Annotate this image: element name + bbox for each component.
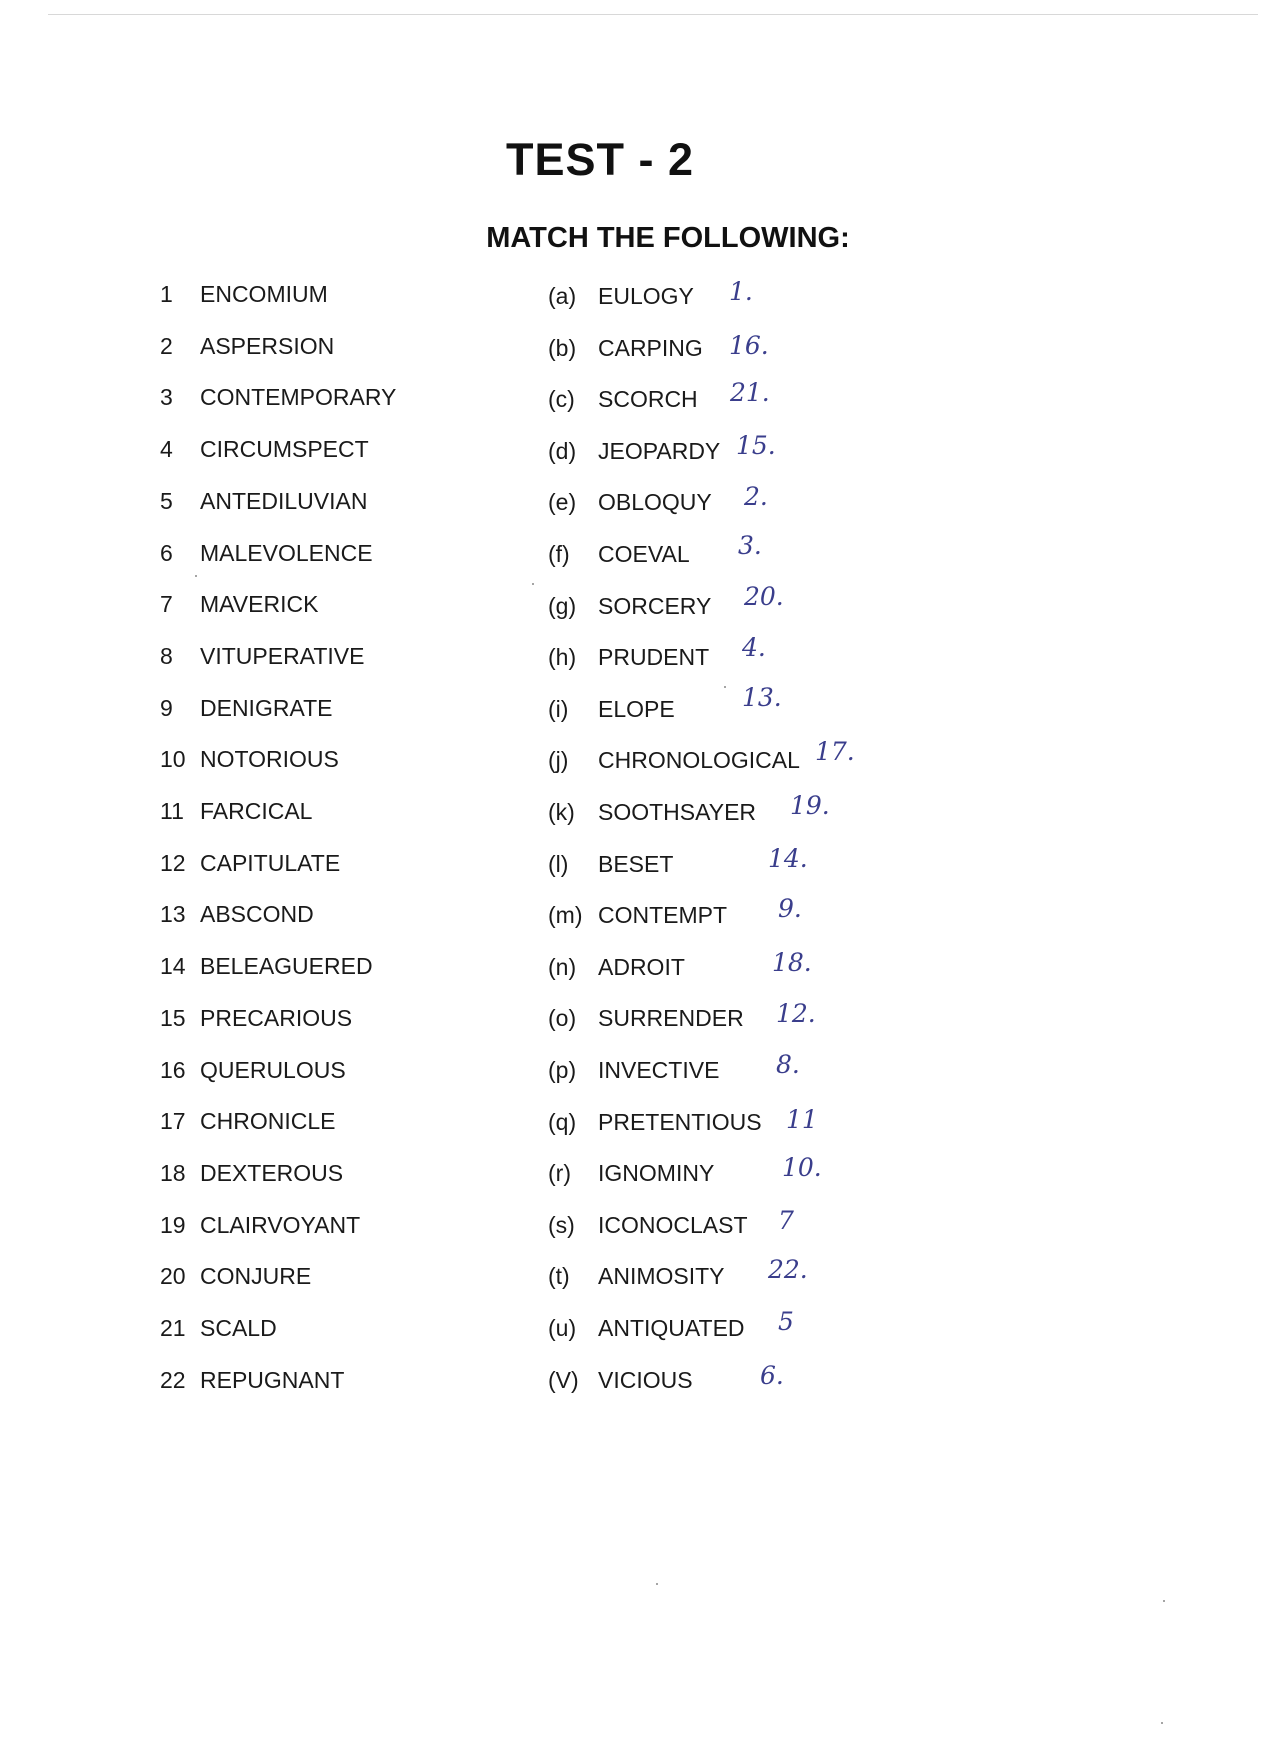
item-letter: (b)	[548, 335, 577, 361]
right-list-item	[548, 1158, 948, 1188]
scan-speck	[656, 1583, 658, 1585]
item-word: MALEVOLENCE	[200, 540, 373, 566]
handwritten-answer: 10.	[782, 1153, 822, 1182]
handwritten-answer: 17.	[815, 737, 855, 766]
left-list-item	[160, 1210, 360, 1240]
item-word: FARCICAL	[200, 798, 313, 824]
item-number: 10	[160, 746, 186, 772]
item-number: 1	[160, 281, 173, 307]
item-word: SOOTHSAYER	[598, 799, 757, 825]
handwritten-answer: 22.	[768, 1255, 808, 1284]
handwritten-answer: 2.	[744, 482, 768, 511]
left-list-item	[160, 641, 364, 671]
item-number: 18	[160, 1160, 186, 1186]
left-list-item	[160, 434, 369, 464]
item-word: EULOGY	[598, 283, 694, 309]
item-word: PRUDENT	[598, 644, 710, 670]
scan-speck	[1163, 1600, 1165, 1602]
right-list-item	[548, 797, 948, 827]
item-letter: (i)	[548, 696, 569, 722]
left-list-item	[160, 1313, 277, 1343]
left-list-item	[160, 331, 334, 361]
left-list-item	[160, 899, 314, 929]
item-letter: (p)	[548, 1057, 577, 1083]
item-word: NOTORIOUS	[200, 746, 339, 772]
page-title: TEST - 2	[505, 134, 695, 185]
left-list-item	[160, 848, 340, 878]
left-list-item	[160, 1106, 335, 1136]
item-number: 19	[160, 1212, 186, 1238]
item-letter: (V)	[548, 1367, 579, 1393]
item-word: PRECARIOUS	[200, 1005, 353, 1031]
handwritten-answer: 4.	[742, 633, 766, 662]
item-letter: (d)	[548, 438, 577, 464]
item-word: ADROIT	[598, 954, 685, 980]
item-number: 11	[160, 798, 184, 824]
left-list-item	[160, 744, 339, 774]
item-word: CHRONOLOGICAL	[598, 747, 800, 773]
item-word: PRETENTIOUS	[598, 1109, 762, 1135]
item-letter: (q)	[548, 1109, 577, 1135]
handwritten-answer: 21.	[730, 378, 770, 407]
item-number: 14	[160, 953, 186, 979]
item-number: 21	[160, 1315, 186, 1341]
item-letter: (j)	[548, 747, 569, 773]
item-number: 3	[160, 384, 173, 410]
right-list-item	[548, 900, 948, 930]
left-list-item	[160, 486, 367, 516]
item-word: MAVERICK	[200, 591, 319, 617]
item-word: ASPERSION	[200, 333, 335, 359]
right-list-item	[548, 849, 948, 879]
handwritten-answer: 8.	[776, 1050, 800, 1079]
item-number: 12	[160, 850, 186, 876]
item-letter: (h)	[548, 644, 577, 670]
left-list-item	[160, 538, 373, 568]
handwritten-answer: 13.	[742, 683, 782, 712]
left-list-item	[160, 279, 328, 309]
handwritten-answer: 9.	[778, 894, 802, 923]
item-letter: (r)	[548, 1160, 571, 1186]
item-letter: (f)	[548, 541, 570, 567]
item-letter: (k)	[548, 799, 575, 825]
item-word: CONJURE	[200, 1263, 312, 1289]
item-word: COEVAL	[598, 541, 690, 567]
item-word: VICIOUS	[598, 1367, 693, 1393]
page-subtitle: MATCH THE FOLLOWING:	[486, 222, 850, 254]
left-list-item	[160, 693, 332, 723]
handwritten-answer: 20.	[744, 582, 784, 611]
item-word: CAPITULATE	[200, 850, 341, 876]
item-word: ABSCOND	[200, 901, 314, 927]
item-number: 13	[160, 901, 186, 927]
item-letter: (l)	[548, 851, 569, 877]
handwritten-answer: 7	[778, 1206, 794, 1235]
item-word: IGNOMINY	[598, 1160, 715, 1186]
item-letter: (e)	[548, 489, 577, 515]
right-list-item	[548, 952, 948, 982]
left-list-item	[160, 589, 318, 619]
item-number: 7	[160, 591, 173, 617]
item-number: 9	[160, 695, 173, 721]
item-word: INVECTIVE	[598, 1057, 720, 1083]
item-word: BELEAGUERED	[200, 953, 373, 979]
left-list-item	[160, 796, 312, 826]
item-number: 15	[160, 1005, 186, 1031]
item-word: CLAIRVOYANT	[200, 1212, 361, 1238]
left-list-item	[160, 1055, 346, 1085]
item-number: 6	[160, 540, 173, 566]
handwritten-answer: 16.	[729, 331, 769, 360]
left-list-item	[160, 1158, 343, 1188]
handwritten-answer: 14.	[768, 844, 808, 873]
item-word: SURRENDER	[598, 1005, 744, 1031]
scan-top-edge	[48, 14, 1258, 15]
item-word: SCORCH	[598, 386, 698, 412]
item-word: VITUPERATIVE	[200, 643, 365, 669]
item-word: CIRCUMSPECT	[200, 436, 369, 462]
item-letter: (o)	[548, 1005, 577, 1031]
item-number: 2	[160, 333, 173, 359]
handwritten-answer: 18.	[772, 948, 812, 977]
item-word: ICONOCLAST	[598, 1212, 748, 1238]
handwritten-answer: 6.	[760, 1361, 784, 1390]
right-list-item	[548, 1313, 948, 1343]
item-number: 5	[160, 488, 173, 514]
item-number: 20	[160, 1263, 186, 1289]
right-list-item	[548, 1365, 948, 1395]
handwritten-answer: 5	[778, 1307, 794, 1336]
item-number: 16	[160, 1057, 186, 1083]
item-word: ELOPE	[598, 696, 675, 722]
item-letter: (g)	[548, 593, 577, 619]
handwritten-answer: 3.	[738, 531, 762, 560]
item-word: ENCOMIUM	[200, 281, 328, 307]
item-word: QUERULOUS	[200, 1057, 346, 1083]
item-word: BESET	[598, 851, 674, 877]
item-word: OBLOQUY	[598, 489, 712, 515]
item-word: JEOPARDY	[598, 438, 721, 464]
item-number: 4	[160, 436, 173, 462]
left-list-item	[160, 1003, 352, 1033]
handwritten-answer: 15.	[736, 431, 776, 460]
item-letter: (s)	[548, 1212, 575, 1238]
item-word: CONTEMPT	[598, 902, 728, 928]
right-list-item	[548, 1261, 948, 1291]
left-list-item	[160, 382, 396, 412]
item-word: DEXTEROUS	[200, 1160, 344, 1186]
scan-speck	[195, 575, 197, 577]
left-list-item	[160, 951, 373, 981]
item-word: REPUGNANT	[200, 1367, 345, 1393]
handwritten-answer: 19.	[790, 791, 830, 820]
scan-speck	[724, 686, 726, 688]
handwritten-answer: 12.	[776, 999, 816, 1028]
item-number: 17	[160, 1108, 186, 1134]
handwritten-answer: 1.	[729, 277, 753, 306]
item-letter: (a)	[548, 283, 577, 309]
item-number: 8	[160, 643, 173, 669]
right-list-item	[548, 1003, 948, 1033]
item-word: SCALD	[200, 1315, 277, 1341]
right-list-item	[548, 1210, 948, 1240]
item-word: CARPING	[598, 335, 703, 361]
scan-speck	[532, 583, 534, 585]
scan-speck	[1161, 1722, 1163, 1724]
right-list-item	[548, 1055, 948, 1085]
item-word: SORCERY	[598, 593, 712, 619]
right-list-item	[548, 745, 948, 775]
item-letter: (n)	[548, 954, 577, 980]
left-list-item	[160, 1365, 344, 1395]
right-list-item	[548, 1107, 948, 1137]
item-word: CHRONICLE	[200, 1108, 336, 1134]
item-word: DENIGRATE	[200, 695, 333, 721]
item-word: ANTIQUATED	[598, 1315, 745, 1341]
item-word: ANIMOSITY	[598, 1263, 725, 1289]
item-word: CONTEMPORARY	[200, 384, 397, 410]
item-letter: (m)	[548, 902, 583, 928]
left-list-item	[160, 1261, 311, 1291]
item-letter: (c)	[548, 386, 575, 412]
item-word: ANTEDILUVIAN	[200, 488, 368, 514]
handwritten-answer: 11	[786, 1105, 818, 1134]
item-letter: (u)	[548, 1315, 577, 1341]
item-number: 22	[160, 1367, 186, 1393]
item-letter: (t)	[548, 1263, 570, 1289]
